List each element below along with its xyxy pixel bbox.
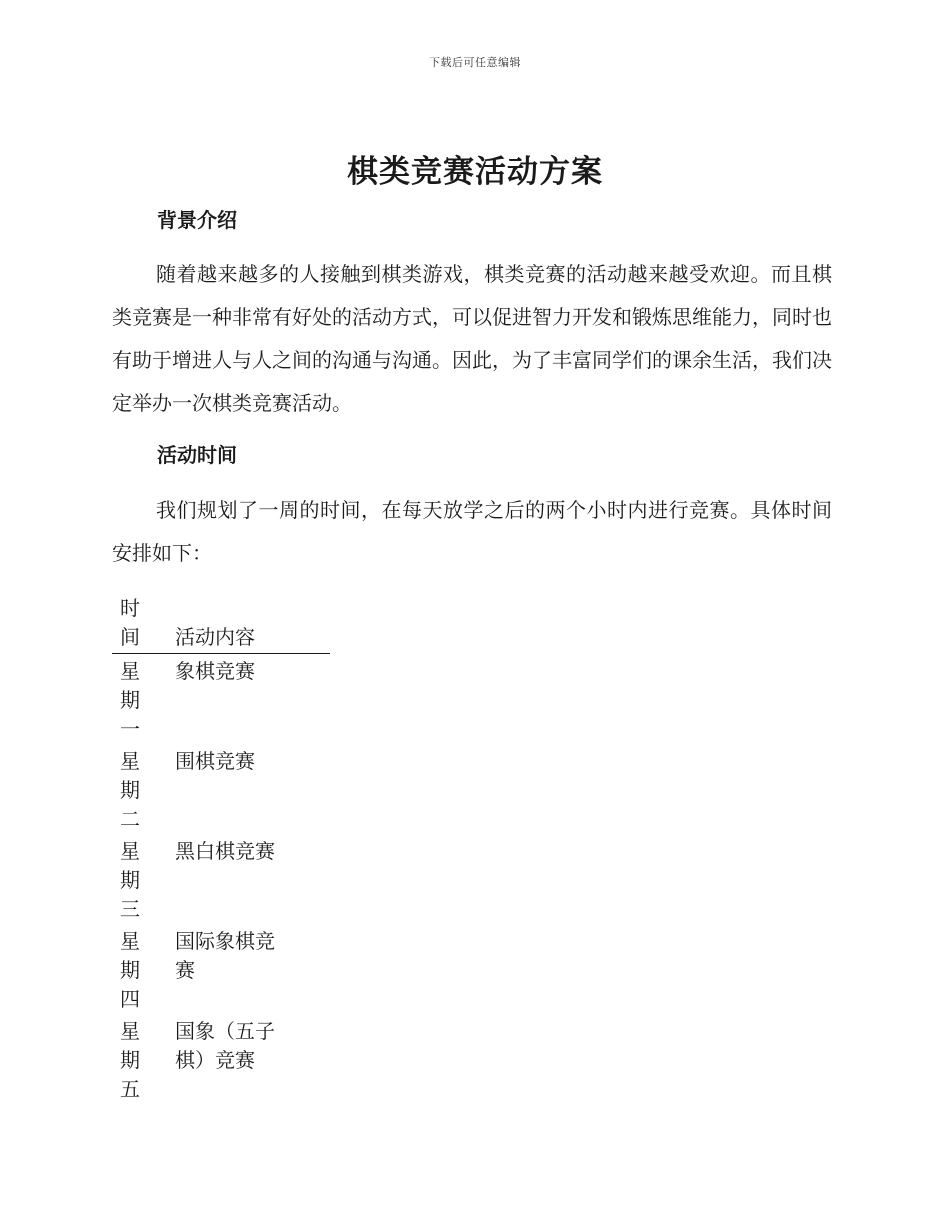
schedule-activity: 黑白棋竞赛 bbox=[175, 839, 275, 863]
document-title: 棋类竞赛活动方案 bbox=[347, 154, 603, 190]
table-row bbox=[112, 837, 330, 924]
time-paragraph: 我们规划了一周的时间，在每天放学之后的两个小时内进行竞赛。具体时间安排如下： bbox=[112, 498, 832, 565]
schedule-activity: 国象（五子棋）竞赛 bbox=[175, 1019, 275, 1072]
schedule-activity: 国际象棋竞赛 bbox=[175, 929, 275, 982]
background-paragraph: 随着越来越多的人接触到棋类游戏，棋类竞赛的活动越来越受欢迎。而且棋类竞赛是一种非常有好处的活动方式，可以促进智力开发和锻炼思维能力，同时也有助于增进人与人之间的沟通与沟通。因此，为了丰富同学们的课余生活，我们决定举办一次棋类竞赛活动。 bbox=[112, 262, 832, 415]
schedule-activity: 围棋竞赛 bbox=[175, 749, 255, 773]
schedule-day: 星期二 bbox=[120, 749, 140, 831]
schedule-day: 星期一 bbox=[120, 659, 140, 741]
table-row bbox=[112, 747, 330, 834]
table-row bbox=[112, 1017, 330, 1104]
schedule-table bbox=[112, 594, 330, 1104]
schedule-day: 星期三 bbox=[120, 839, 140, 921]
section-heading-time: 活动时间 bbox=[157, 443, 237, 467]
schedule-day: 星期五 bbox=[120, 1019, 140, 1101]
table-row bbox=[112, 927, 330, 1014]
schedule-activity: 象棋竞赛 bbox=[175, 659, 255, 683]
table-row bbox=[112, 657, 330, 744]
schedule-header-row bbox=[112, 594, 330, 654]
schedule-header-activity: 活动内容 bbox=[175, 625, 255, 649]
section-heading-background: 背景介绍 bbox=[157, 208, 237, 232]
page-header-note: 下载后可任意编辑 bbox=[429, 56, 521, 69]
schedule-header-time: 时间 bbox=[120, 596, 140, 649]
schedule-day: 星期四 bbox=[120, 929, 140, 1011]
